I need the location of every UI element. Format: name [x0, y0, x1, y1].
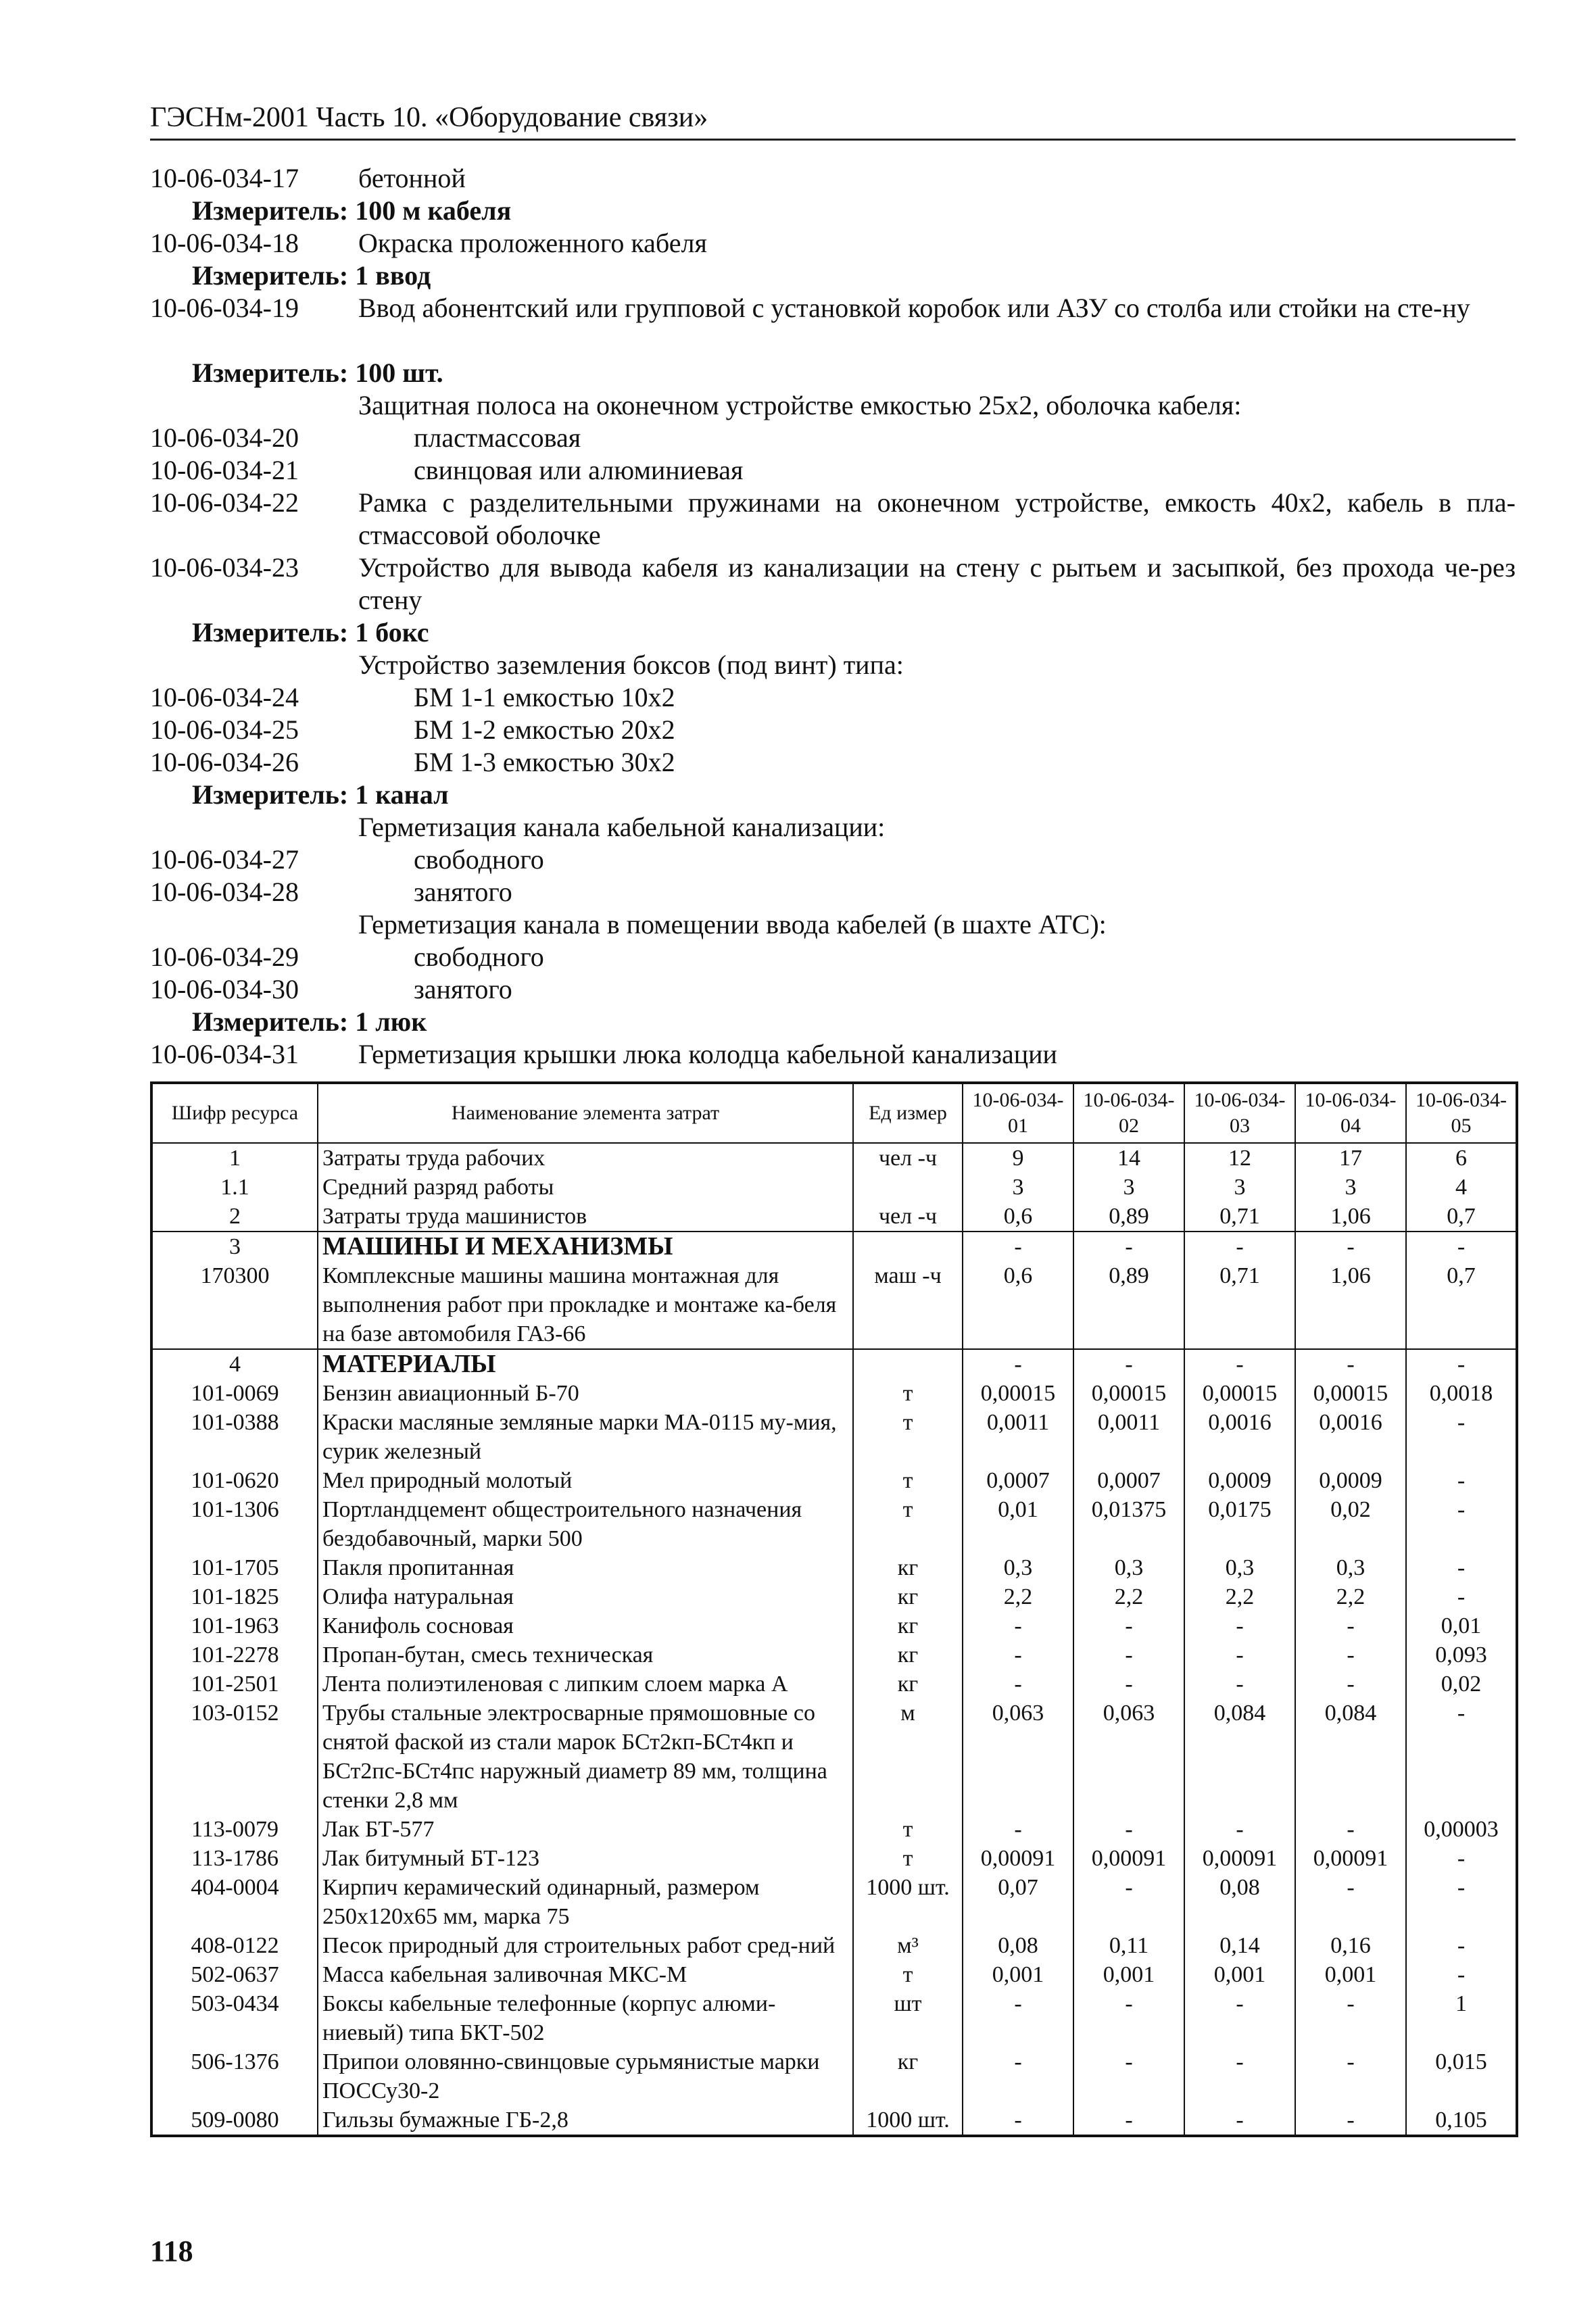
- value-cell: 0,084: [1295, 1699, 1406, 1815]
- value-cell: -: [1184, 1349, 1295, 1379]
- entry-row: [150, 876, 1516, 908]
- unit-cell: кг: [853, 2047, 963, 2105]
- entry-code: 10-06-034-18: [150, 228, 299, 258]
- entry-row: [150, 357, 1516, 389]
- value-cell: 0,001: [1073, 1960, 1184, 1989]
- unit-cell: м: [853, 1699, 963, 1815]
- entry-row: [150, 844, 1516, 876]
- entry-code: 10-06-034-19: [150, 293, 299, 323]
- resource-code: 101-1825: [151, 1582, 318, 1611]
- value-cell: 0,71: [1184, 1202, 1295, 1232]
- value-cell: 0,0018: [1406, 1379, 1517, 1408]
- entry-code: 10-06-034-24: [150, 682, 299, 712]
- resource-name: Гильзы бумажные ГБ-2,8: [318, 2105, 853, 2136]
- value-cell: 3: [1295, 1173, 1406, 1202]
- unit-cell: т: [853, 1844, 963, 1873]
- value-cell: 0,00015: [1184, 1379, 1295, 1408]
- value-cell: 0,063: [1073, 1699, 1184, 1815]
- entry-code: 10-06-034-27: [150, 844, 299, 875]
- table-row: [151, 1379, 1517, 1408]
- value-cell: 0,0016: [1295, 1408, 1406, 1466]
- resource-name: Трубы стальные электросварные прямошовные со снятой фаской из стали марок БСт2кп-БСт4кп и БСт2пс-БСт4пс наружный диаметр 89 мм, толщина стенки 2,8 мм: [318, 1699, 853, 1815]
- value-cell: -: [1295, 1349, 1406, 1379]
- table-row: [151, 1640, 1517, 1670]
- entry-code: 10-06-034-26: [150, 747, 299, 777]
- value-cell: -: [963, 2105, 1073, 2136]
- value-cell: -: [1406, 1844, 1517, 1873]
- resource-code: 506-1376: [151, 2047, 318, 2105]
- entry-row: [150, 292, 1516, 357]
- value-cell: 0,6: [963, 1261, 1073, 1349]
- value-cell: 0,6: [963, 1202, 1073, 1232]
- entry-row: [150, 389, 1516, 422]
- header-rule: [150, 139, 1516, 141]
- value-cell: 0,00015: [1295, 1379, 1406, 1408]
- resource-code: 1: [151, 1143, 318, 1173]
- table-row: [151, 1143, 1517, 1173]
- entry-text: занятого: [414, 974, 512, 1004]
- resource-name: Бензин авиационный Б-70: [318, 1379, 853, 1408]
- entry-code: 10-06-034-31: [150, 1039, 299, 1069]
- unit-cell: кг: [853, 1553, 963, 1582]
- unit-cell: чел -ч: [853, 1202, 963, 1232]
- value-cell: 0,00091: [1073, 1844, 1184, 1873]
- value-cell: -: [1295, 1815, 1406, 1844]
- value-cell: -: [963, 1815, 1073, 1844]
- value-cell: -: [1073, 1349, 1184, 1379]
- entry-row: [150, 973, 1516, 1006]
- entry-text: Герметизация крышки люка колодца кабельной канализации: [358, 1039, 1057, 1069]
- entry-row: [150, 811, 1516, 844]
- value-cell: 14: [1073, 1143, 1184, 1173]
- value-cell: -: [1406, 1960, 1517, 1989]
- value-cell: -: [1073, 2105, 1184, 2136]
- resource-code: 113-0079: [151, 1815, 318, 1844]
- value-cell: 0,0009: [1184, 1466, 1295, 1495]
- resource-code: 101-1963: [151, 1611, 318, 1640]
- resource-code: 2: [151, 1202, 318, 1232]
- unit-cell: т: [853, 1379, 963, 1408]
- entry-row: [150, 454, 1516, 487]
- work-entries: [150, 162, 1516, 1071]
- value-cell: 0,71: [1184, 1261, 1295, 1349]
- resource-name: Пропан-бутан, смесь техническая: [318, 1640, 853, 1670]
- table-row: [151, 1173, 1517, 1202]
- resource-name: Боксы кабельные телефонные (корпус алюми-ниевый) типа БКТ-502: [318, 1989, 853, 2047]
- unit-cell: кг: [853, 1640, 963, 1670]
- value-cell: 0,0016: [1184, 1408, 1295, 1466]
- measure-unit: Измеритель: 1 бокс: [192, 617, 429, 648]
- entry-row: [150, 616, 1516, 649]
- resource-name: Пакля пропитанная: [318, 1553, 853, 1582]
- value-cell: 0,01: [1406, 1611, 1517, 1640]
- value-cell: -: [1184, 1989, 1295, 2047]
- resource-name: Портландцемент общестроительного назначения бездобавочный, марки 500: [318, 1495, 853, 1553]
- value-cell: -: [1184, 2047, 1295, 2105]
- value-cell: 3: [1073, 1173, 1184, 1202]
- column-header: 10-06-034-05: [1406, 1083, 1517, 1143]
- value-cell: -: [963, 1349, 1073, 1379]
- entry-text: Окраска проложенного кабеля: [358, 228, 707, 258]
- entry-code: 10-06-034-28: [150, 877, 299, 907]
- value-cell: 0,3: [1184, 1553, 1295, 1582]
- entry-row: [150, 162, 1516, 195]
- unit-cell: т: [853, 1466, 963, 1495]
- value-cell: 2,2: [963, 1582, 1073, 1611]
- column-header: 10-06-034-01: [963, 1083, 1073, 1143]
- unit-cell: маш -ч: [853, 1261, 963, 1349]
- resource-code: 101-0620: [151, 1466, 318, 1495]
- resource-code: 408-0122: [151, 1931, 318, 1960]
- table-row: [151, 1844, 1517, 1873]
- unit-cell: 1000 шт.: [853, 1873, 963, 1931]
- value-cell: 0,11: [1073, 1931, 1184, 1960]
- value-cell: -: [1295, 1611, 1406, 1640]
- column-header: 10-06-034-02: [1073, 1083, 1184, 1143]
- value-cell: -: [1295, 1670, 1406, 1699]
- column-header: Ед измер: [853, 1083, 963, 1143]
- resource-name: МАТЕРИАЛЫ: [318, 1349, 853, 1379]
- value-cell: 0,00003: [1406, 1815, 1517, 1844]
- value-cell: 0,0175: [1184, 1495, 1295, 1553]
- table-row: [151, 1873, 1517, 1931]
- entry-code: 10-06-034-23: [150, 552, 299, 583]
- value-cell: -: [1406, 1699, 1517, 1815]
- entry-text: Герметизация канала кабельной канализации:: [358, 812, 886, 842]
- value-cell: -: [963, 1640, 1073, 1670]
- resource-code: 404-0004: [151, 1873, 318, 1931]
- entry-row: [150, 227, 1516, 260]
- table-row: [151, 1408, 1517, 1466]
- resource-name: Мел природный молотый: [318, 1466, 853, 1495]
- value-cell: -: [963, 1670, 1073, 1699]
- entry-row: [150, 1038, 1516, 1071]
- value-cell: -: [1406, 1873, 1517, 1931]
- unit-cell: кг: [853, 1670, 963, 1699]
- value-cell: 0,015: [1406, 2047, 1517, 2105]
- entry-row: [150, 779, 1516, 811]
- value-cell: 12: [1184, 1143, 1295, 1173]
- value-cell: 0,00091: [963, 1844, 1073, 1873]
- resource-code: 101-2278: [151, 1640, 318, 1670]
- measure-unit: Измеритель: 100 шт.: [192, 358, 443, 388]
- unit-cell: шт: [853, 1989, 963, 2047]
- value-cell: 1,06: [1295, 1261, 1406, 1349]
- measure-unit: Измеритель: 1 люк: [192, 1006, 427, 1037]
- value-cell: -: [1184, 1670, 1295, 1699]
- entry-row: [150, 714, 1516, 746]
- value-cell: -: [1184, 1640, 1295, 1670]
- measure-unit: Измеритель: 100 м кабеля: [192, 195, 512, 226]
- value-cell: -: [1073, 2047, 1184, 2105]
- table-row: [151, 1349, 1517, 1379]
- entry-row: [150, 195, 1516, 227]
- value-cell: 0,3: [963, 1553, 1073, 1582]
- entry-row: [150, 552, 1516, 616]
- unit-cell: т: [853, 1960, 963, 1989]
- entry-text: Защитная полоса на оконечном устройстве емкостью 25х2, оболочка кабеля:: [358, 390, 1242, 420]
- value-cell: 2,2: [1184, 1582, 1295, 1611]
- unit-cell: т: [853, 1408, 963, 1466]
- value-cell: 0,3: [1073, 1553, 1184, 1582]
- value-cell: 0,00015: [963, 1379, 1073, 1408]
- value-cell: 0,001: [1295, 1960, 1406, 1989]
- value-cell: -: [1406, 1466, 1517, 1495]
- value-cell: 2,2: [1073, 1582, 1184, 1611]
- measure-unit: Измеритель: 1 ввод: [192, 260, 431, 291]
- value-cell: 0,16: [1295, 1931, 1406, 1960]
- value-cell: -: [1184, 1232, 1295, 1261]
- entry-row: [150, 422, 1516, 454]
- column-header: 10-06-034-03: [1184, 1083, 1295, 1143]
- resource-name: Кирпич керамический одинарный, размером 250х120х65 мм, марка 75: [318, 1873, 853, 1931]
- measure-unit: Измеритель: 1 канал: [192, 779, 449, 810]
- value-cell: 0,08: [1184, 1873, 1295, 1931]
- value-cell: -: [1406, 1232, 1517, 1261]
- resource-code: 170300: [151, 1261, 318, 1349]
- value-cell: -: [1406, 1349, 1517, 1379]
- value-cell: -: [1073, 1611, 1184, 1640]
- value-cell: -: [1073, 1670, 1184, 1699]
- resource-code: 502-0637: [151, 1960, 318, 1989]
- value-cell: 0,01: [963, 1495, 1073, 1553]
- value-cell: -: [1073, 1640, 1184, 1670]
- unit-cell: кг: [853, 1582, 963, 1611]
- entry-row: [150, 908, 1516, 941]
- entry-row: [150, 746, 1516, 779]
- value-cell: -: [1073, 1989, 1184, 2047]
- unit-cell: [853, 1349, 963, 1379]
- table-row: [151, 1582, 1517, 1611]
- value-cell: 0,00091: [1184, 1844, 1295, 1873]
- entry-row: [150, 649, 1516, 681]
- value-cell: 0,105: [1406, 2105, 1517, 2136]
- column-header: Наименование элемента затрат: [318, 1083, 853, 1143]
- resource-name: МАШИНЫ И МЕХАНИЗМЫ: [318, 1232, 853, 1261]
- resource-code: 113-1786: [151, 1844, 318, 1873]
- value-cell: -: [1406, 1495, 1517, 1553]
- value-cell: 0,3: [1295, 1553, 1406, 1582]
- value-cell: -: [1406, 1553, 1517, 1582]
- entry-text: пластмассовая: [414, 422, 581, 453]
- value-cell: -: [1295, 2047, 1406, 2105]
- entry-code: 10-06-034-22: [150, 487, 299, 518]
- resource-code: 101-1705: [151, 1553, 318, 1582]
- resource-name: Затраты труда рабочих: [318, 1143, 853, 1173]
- unit-cell: кг: [853, 1611, 963, 1640]
- resource-name: Олифа натуральная: [318, 1582, 853, 1611]
- page-header: ГЭСНм-2001 Часть 10. «Оборудование связи»: [150, 102, 708, 133]
- value-cell: 0,02: [1295, 1495, 1406, 1553]
- value-cell: 0,084: [1184, 1699, 1295, 1815]
- value-cell: 0,14: [1184, 1931, 1295, 1960]
- resource-code: 103-0152: [151, 1699, 318, 1815]
- value-cell: 2,2: [1295, 1582, 1406, 1611]
- column-header: Шифр ресурса: [151, 1083, 318, 1143]
- value-cell: 0,02: [1406, 1670, 1517, 1699]
- value-cell: -: [1406, 1582, 1517, 1611]
- resource-code: 101-0388: [151, 1408, 318, 1466]
- value-cell: -: [963, 1232, 1073, 1261]
- unit-cell: [853, 1173, 963, 1202]
- unit-cell: т: [853, 1815, 963, 1844]
- value-cell: 9: [963, 1143, 1073, 1173]
- resource-code: 101-2501: [151, 1670, 318, 1699]
- page-number: 118: [150, 2235, 193, 2268]
- table-row: [151, 1989, 1517, 2047]
- entry-text: Ввод абонентский или групповой с установкой коробок или АЗУ со столба или стойки на сте-ну: [358, 293, 1470, 323]
- value-cell: 0,00091: [1295, 1844, 1406, 1873]
- entry-code: 10-06-034-17: [150, 163, 299, 193]
- resource-code: 503-0434: [151, 1989, 318, 2047]
- entry-text: БМ 1-3 емкостью 30х2: [414, 747, 675, 777]
- entry-code: 10-06-034-20: [150, 422, 299, 453]
- resource-name: Лак БТ-577: [318, 1815, 853, 1844]
- value-cell: -: [1295, 2105, 1406, 2136]
- entry-text: свободного: [414, 942, 544, 972]
- value-cell: 0,001: [1184, 1960, 1295, 1989]
- value-cell: 0,89: [1073, 1202, 1184, 1232]
- unit-cell: [853, 1232, 963, 1261]
- entry-row: [150, 260, 1516, 292]
- resource-name: Песок природный для строительных работ сред-ний: [318, 1931, 853, 1960]
- value-cell: -: [1406, 1931, 1517, 1960]
- value-cell: -: [1295, 1989, 1406, 2047]
- table-row: [151, 1960, 1517, 1989]
- resource-code: 509-0080: [151, 2105, 318, 2136]
- unit-cell: м³: [853, 1931, 963, 1960]
- table-header-row: [151, 1083, 1517, 1143]
- resource-name: Затраты труда машинистов: [318, 1202, 853, 1232]
- resource-name: Краски масляные земляные марки МА-0115 му-мия, сурик железный: [318, 1408, 853, 1466]
- value-cell: -: [963, 2047, 1073, 2105]
- entry-text: свинцовая или алюминиевая: [414, 455, 744, 485]
- unit-cell: 1000 шт.: [853, 2105, 963, 2136]
- entry-text: Устройство заземления боксов (под винт) типа:: [358, 650, 904, 680]
- value-cell: 4: [1406, 1173, 1517, 1202]
- value-cell: -: [1295, 1873, 1406, 1931]
- value-cell: -: [1295, 1232, 1406, 1261]
- resource-code: 101-1306: [151, 1495, 318, 1553]
- value-cell: -: [1184, 1611, 1295, 1640]
- table-row: [151, 1670, 1517, 1699]
- entry-code: 10-06-034-21: [150, 455, 299, 485]
- unit-cell: чел -ч: [853, 1143, 963, 1173]
- entry-text: занятого: [414, 877, 512, 907]
- resource-name: Комплексные машины машина монтажная для выполнения работ при прокладке и монтаже ка-беля на базе автомобиля ГАЗ-66: [318, 1261, 853, 1349]
- value-cell: -: [963, 1989, 1073, 2047]
- value-cell: 6: [1406, 1143, 1517, 1173]
- table-row: [151, 2047, 1517, 2105]
- entry-text: Рамка с разделительными пружинами на оконечном устройстве, емкость 40х2, кабель в пла-стмассовой оболочке: [358, 487, 1516, 550]
- table-row: [151, 1611, 1517, 1640]
- value-cell: 1,06: [1295, 1202, 1406, 1232]
- resource-table: [150, 1081, 1518, 2137]
- value-cell: -: [1073, 1815, 1184, 1844]
- value-cell: -: [1406, 1408, 1517, 1466]
- entry-row: [150, 941, 1516, 973]
- value-cell: 0,07: [963, 1873, 1073, 1931]
- value-cell: -: [1073, 1232, 1184, 1261]
- value-cell: 0,00015: [1073, 1379, 1184, 1408]
- value-cell: -: [1295, 1640, 1406, 1670]
- table-row: [151, 1931, 1517, 1960]
- entry-row: [150, 681, 1516, 714]
- table-row: [151, 1202, 1517, 1232]
- entry-text: Устройство для вывода кабеля из канализации на стену с рытьем и засыпкой, без прохода че-рез стену: [358, 552, 1516, 615]
- resource-name: Масса кабельная заливочная МКС-М: [318, 1960, 853, 1989]
- resource-name: Припои оловянно-свинцовые сурьмянистые марки ПОССу30-2: [318, 2047, 853, 2105]
- value-cell: -: [963, 1611, 1073, 1640]
- table-row: [151, 2105, 1517, 2136]
- entry-row: [150, 487, 1516, 552]
- table-row: [151, 1815, 1517, 1844]
- value-cell: 0,89: [1073, 1261, 1184, 1349]
- resource-code: 1.1: [151, 1173, 318, 1202]
- entry-text: БМ 1-1 емкостью 10х2: [414, 682, 675, 712]
- value-cell: 0,7: [1406, 1261, 1517, 1349]
- value-cell: -: [1184, 1815, 1295, 1844]
- value-cell: 1: [1406, 1989, 1517, 2047]
- resource-name: Канифоль сосновая: [318, 1611, 853, 1640]
- value-cell: 3: [963, 1173, 1073, 1202]
- entry-text: БМ 1-2 емкостью 20х2: [414, 714, 675, 745]
- value-cell: -: [1073, 1873, 1184, 1931]
- value-cell: 0,0007: [1073, 1466, 1184, 1495]
- resource-name: Средний разряд работы: [318, 1173, 853, 1202]
- value-cell: 0,001: [963, 1960, 1073, 1989]
- value-cell: 17: [1295, 1143, 1406, 1173]
- resource-name: Лак битумный БТ-123: [318, 1844, 853, 1873]
- resource-code: 3: [151, 1232, 318, 1261]
- table-row: [151, 1553, 1517, 1582]
- table-row: [151, 1699, 1517, 1815]
- column-header: 10-06-034-04: [1295, 1083, 1406, 1143]
- resource-name: Лента полиэтиленовая с липким слоем марка А: [318, 1670, 853, 1699]
- entry-code: 10-06-034-25: [150, 714, 299, 745]
- value-cell: 0,08: [963, 1931, 1073, 1960]
- value-cell: 0,093: [1406, 1640, 1517, 1670]
- table-row: [151, 1466, 1517, 1495]
- entry-text: Герметизация канала в помещении ввода кабелей (в шахте АТС):: [358, 909, 1107, 940]
- unit-cell: т: [853, 1495, 963, 1553]
- value-cell: 0,0007: [963, 1466, 1073, 1495]
- table-row: [151, 1232, 1517, 1261]
- entry-code: 10-06-034-29: [150, 942, 299, 972]
- entry-text: бетонной: [358, 163, 466, 193]
- entry-code: 10-06-034-30: [150, 974, 299, 1004]
- entry-row: [150, 1006, 1516, 1038]
- table-row: [151, 1495, 1517, 1553]
- value-cell: 3: [1184, 1173, 1295, 1202]
- value-cell: 0,063: [963, 1699, 1073, 1815]
- value-cell: 0,01375: [1073, 1495, 1184, 1553]
- value-cell: 0,7: [1406, 1202, 1517, 1232]
- value-cell: -: [1184, 2105, 1295, 2136]
- resource-code: 4: [151, 1349, 318, 1379]
- value-cell: 0,0009: [1295, 1466, 1406, 1495]
- table-row: [151, 1261, 1517, 1349]
- entry-text: свободного: [414, 844, 544, 875]
- value-cell: 0,0011: [1073, 1408, 1184, 1466]
- value-cell: 0,0011: [963, 1408, 1073, 1466]
- resource-code: 101-0069: [151, 1379, 318, 1408]
